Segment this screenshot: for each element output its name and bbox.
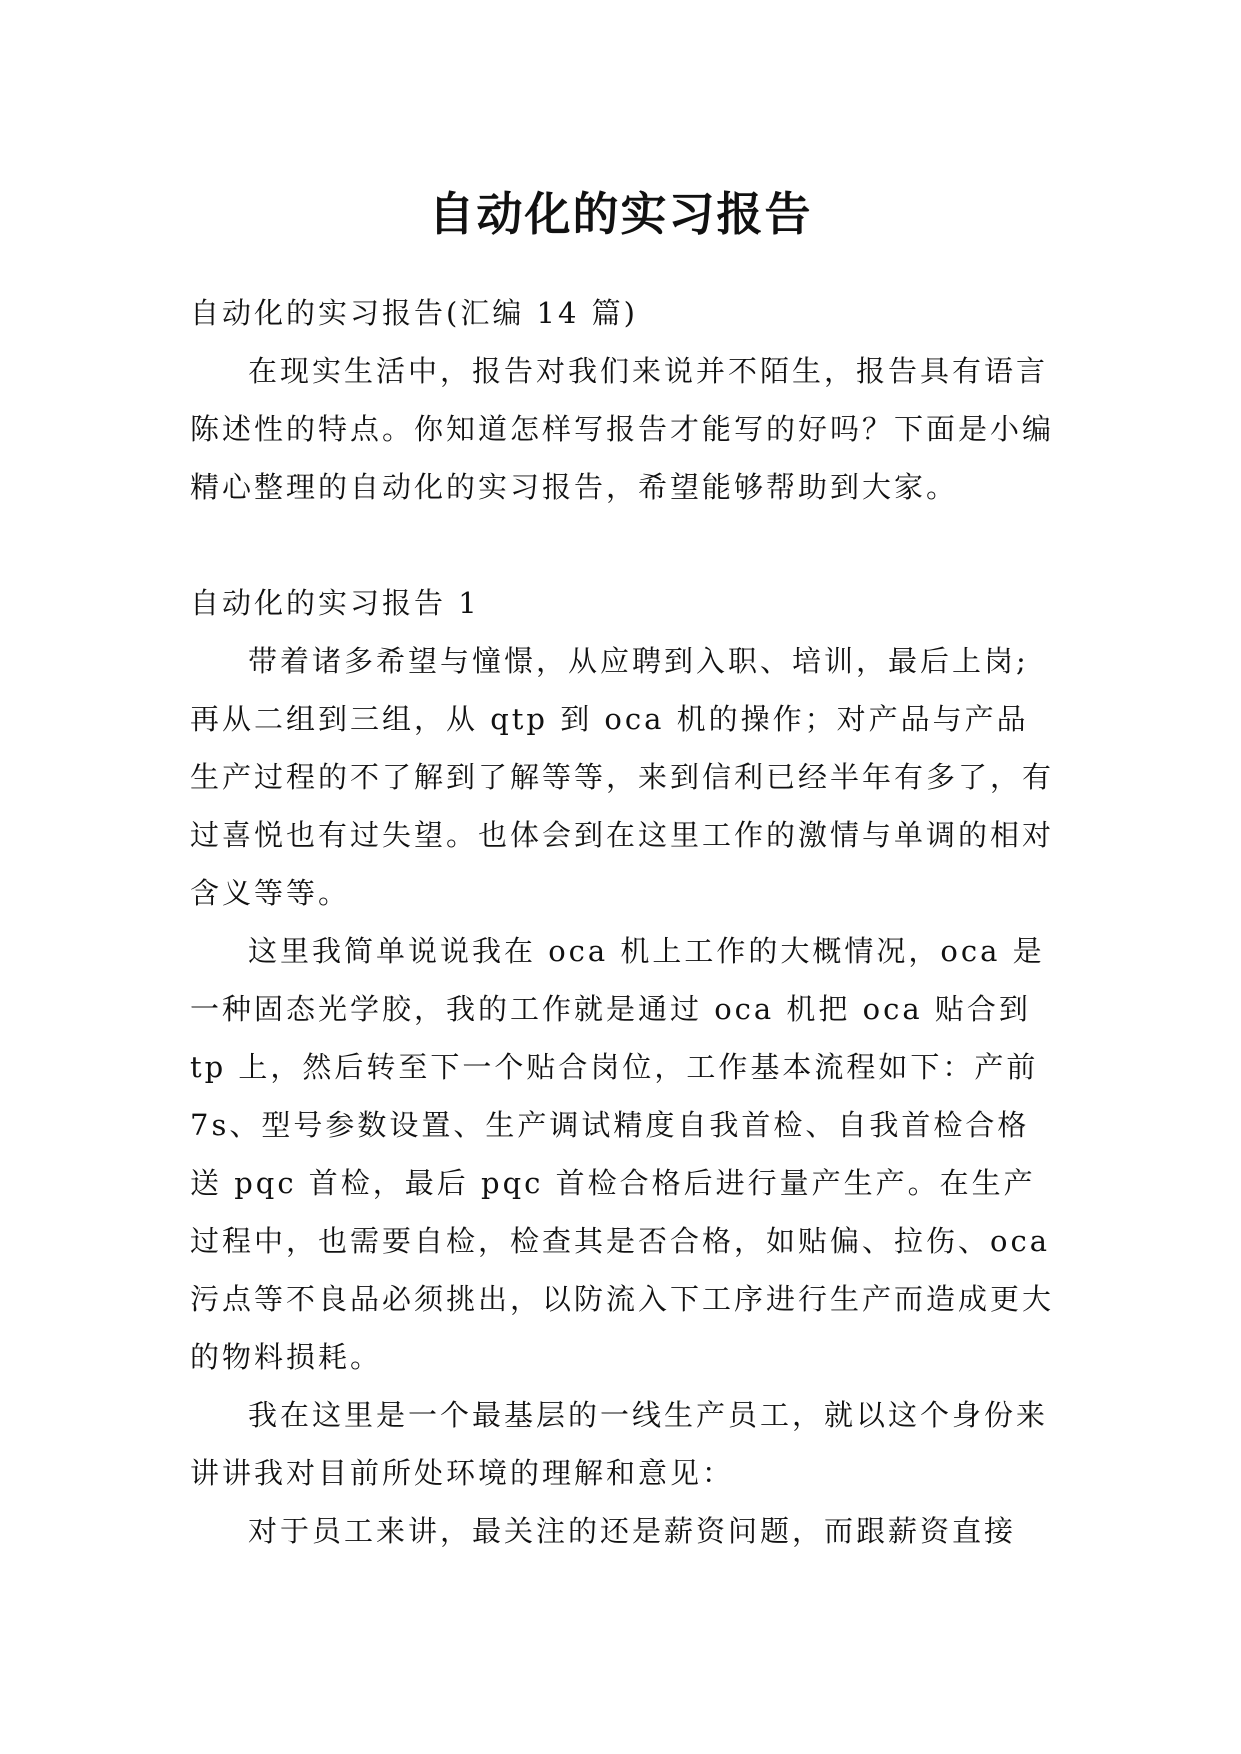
body-paragraph: 带着诸多希望与憧憬，从应聘到入职、培训，最后上岗;再从二组到三组，从 qtp 到 oca 机的操作；对产品与产品生产过程的不了解到了解等等，来到信利已经半年有多了，有过喜悦也有过失望。也体会到在这里工作的激情与单调的相对含义等等。 <box>190 644 1055 910</box>
body-paragraph: 这里我简单说说我在 oca 机上工作的大概情况，oca 是一种固态光学胶，我的工作就是通过 oca 机把 oca 贴合到 tp 上，然后转至下一个贴合岗位，工作基本流程如下：产前 7s、型号参数设置、生产调试精度自我首检、自我首检合格送 pqc 首检，最后 pqc 首检合格后进行量产生产。在生产过程中，也需要自检，检查其是否合格，如贴偏、拉伤、oca 污点等不良品必须挑出，以防流入下工序进行生产而造成更大的物料损耗。 <box>190 934 1055 1374</box>
section-heading: 自动化的实习报告 1 <box>190 586 480 620</box>
document-body <box>190 284 1058 1560</box>
page-title: 自动化的实习报告 <box>428 186 813 241</box>
body-paragraph: 对于员工来讲，最关注的还是薪资问题，而跟薪资直接 <box>248 1514 1017 1548</box>
document-subtitle: 自动化的实习报告(汇编 14 篇) <box>190 296 638 330</box>
intro-paragraph: 在现实生活中，报告对我们来说并不陌生，报告具有语言陈述性的特点。你知道怎样写报告才能写的好吗？下面是小编精心整理的自动化的实习报告，希望能够帮助到大家。 <box>190 354 1055 504</box>
body-paragraph: 我在这里是一个最基层的一线生产员工，就以这个身份来讲讲我对目前所处环境的理解和意见： <box>190 1398 1049 1490</box>
section-spacer <box>190 516 1058 574</box>
